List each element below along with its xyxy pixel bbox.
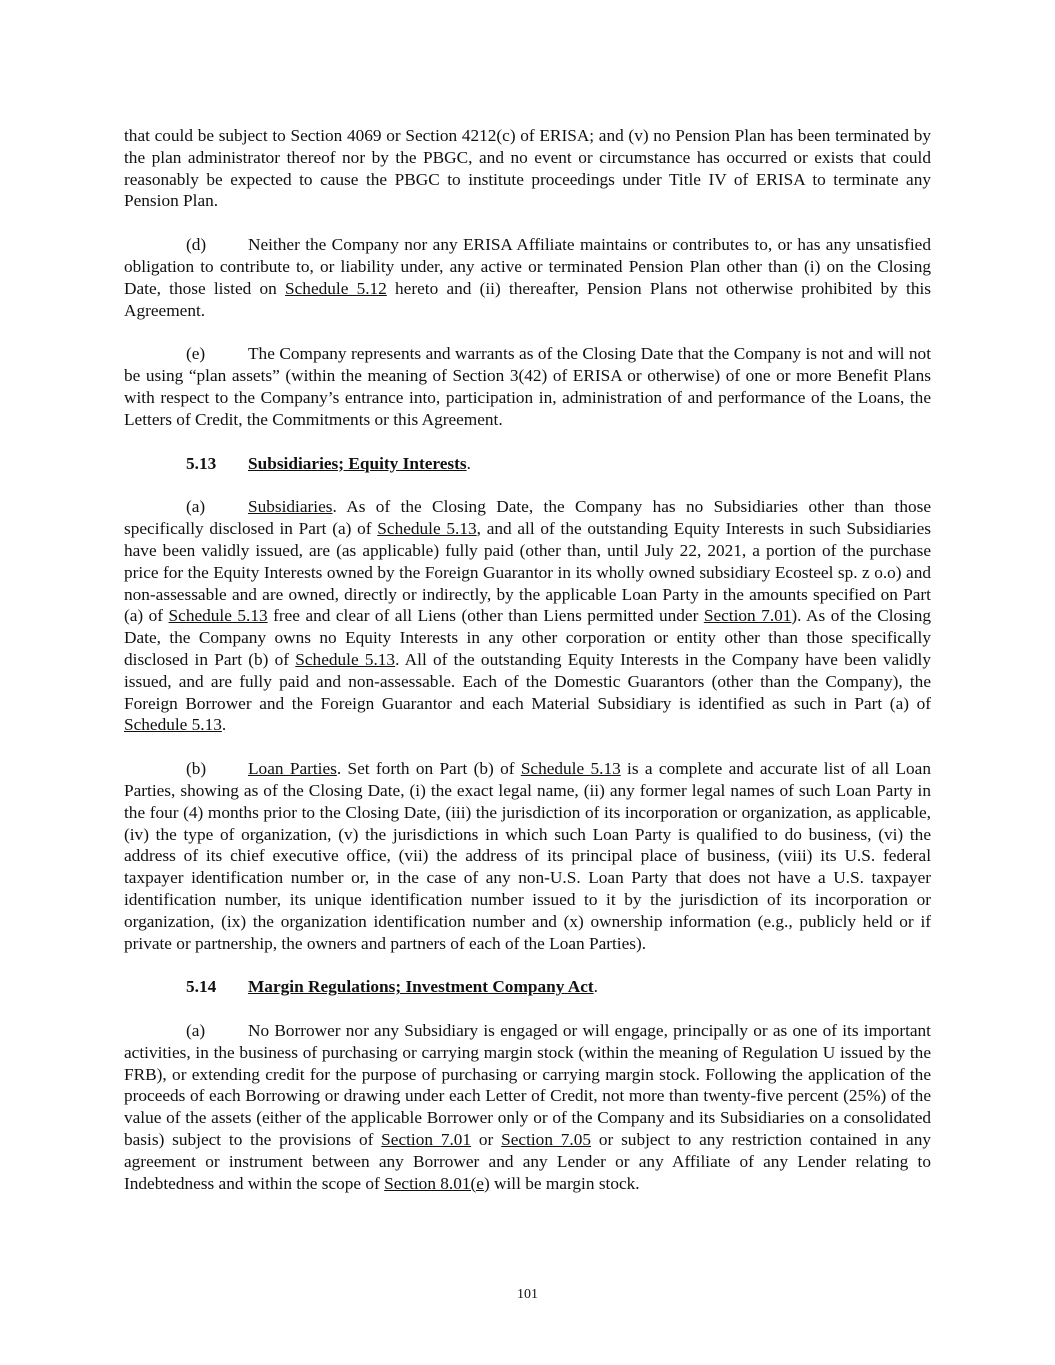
paragraph-label: (a) (186, 497, 206, 517)
paragraph-e: (e) The Company represents and warrants as of the Closing Date that the Company is not and will not be using “plan assets” (within the meaning of Section 3(42) of ERISA or otherwise) of one or more Benefit Plans with respect to the Company’s entrance into, participation in, administration of and performance of the Loans, the Letters of Credit, the Commitments or this Agreement. (124, 344, 931, 429)
section-ref: Section 7.01 (703, 606, 792, 626)
schedule-ref: Schedule 5.13 (168, 606, 268, 626)
section-ref: Section 7.01 (381, 1130, 472, 1150)
page-number: 101 (517, 1287, 538, 1302)
paragraph-label: (e) (186, 344, 206, 364)
schedule-5-12-ref: Schedule 5.12 (285, 278, 387, 298)
section-5-14-heading: 5.14 Margin Regulations; Investment Company Act. (186, 977, 598, 997)
paragraph-caption: Subsidiaries (248, 497, 333, 517)
paragraph-5-14-a: (a) No Borrower nor any Subsidiary is engaged or will engage, principally or as one of its important activities, in the business of purchasing or carrying margin stock (within the meaning of Regulation U issued by the FRB), or extending credit for the purpose of purchasing or carrying margin stock. Following the application of the proceeds of each Borrowing or drawing under each Letter of Credit, not more than twenty-five percent (25%) of the value of the assets (either of the applicable Borrower only or of the Company and its Subsidiaries on a consolidated basis) subject to the provisions of Section 7.01 or Section 7.05 or subject to any restriction contained in any agreement or instrument between any Borrower and any Lender or any Affiliate of any Lender relating to Indebtedness and within the scope of Section 8.01(e) will be margin stock. (124, 1021, 931, 1193)
schedule-ref: Schedule 5.13 (124, 715, 222, 735)
paragraph-d: (d) Neither the Company nor any ERISA Affiliate maintains or contributes to, or has any unsatisfied obligation to contribute to, or liability under, any active or terminated Pension Plan other than (i) on the Closing Date, those listed on Schedule 5.12 hereto and (ii) thereafter, Pension Plans not otherwise prohibited by this Agreement. (124, 235, 931, 320)
section-number: 5.13 (186, 453, 217, 473)
section-ref: Section 7.05 (501, 1130, 592, 1150)
paragraph-5-13-a: (a) Subsidiaries. As of the Closing Date, the Company has no Subsidiaries other than those specifically disclosed in Part (a) of Schedule 5.13, and all of the outstanding Equity Interests in such Subsidiaries have been validly issued, are (as applicable) fully paid (other than, until July 22, 2021, a portion of the purchase price for the Equity Interests owned by the Foreign Guarantor in its wholly owned subsidiary Ecosteel sp. z o.o) and non-assessable and are owned, directly or indirectly, by the applicable Loan Party in the amounts specified on Part (a) of Schedule 5.13 free and clear of all Liens (other than Liens permitted under Section 7.01). As of the Closing Date, the Company owns no Equity Interests in any other corporation or entity other than those specifically disclosed in Part (b) of Schedule 5.13. All of the outstanding Equity Interests in the Company have been validly issued, and are fully paid and non-assessable. Each of the Domestic Guarantors (other than the Company), the Foreign Borrower and the Foreign Guarantor and each Material Subsidiary is identified as such in Part (a) of Schedule 5.13. (124, 497, 931, 735)
paragraph-label: (a) (186, 1021, 206, 1041)
section-title: Subsidiaries; Equity Interests (248, 453, 467, 473)
paragraph-5-13-b: (b) Loan Parties. Set forth on Part (b) of Schedule 5.13 is a complete and accurate list of all Loan Parties, showing as of the Closing Date, (i) the exact legal name, (ii) any former legal names of such Loan Party in the four (4) months prior to the Closing Date, (iii) the jurisdiction of its incorporation or organization, as applicable, (iv) the type of organization, (v) the jurisdictions in which such Loan Party is qualified to do business, (vi) the address of its chief executive office, (vii) the address of its principal place of business, (viii) its U.S. federal taxpayer identification number or, in the case of any non-U.S. Loan Party that does not have a U.S. taxpayer identification number, its unique identification number issued to it by the jurisdiction of its incorporation or organization, (ix) the organization identification number and (x) ownership information (e.g., publicly held or if private or partnership, the owners and partners of each of the Loan Parties). (124, 759, 931, 953)
schedule-ref: Schedule 5.13 (295, 649, 396, 669)
schedule-ref: Schedule 5.13 (377, 519, 477, 539)
paragraph-continuation: that could be subject to Section 4069 or Section 4212(c) of ERISA; and (v) no Pension Plan has been terminated by the plan administrator thereof nor by the PBGC, and no event or circumstance has occurred or exists that could reasonably be expected to cause the PBGC to institute proceedings under Title IV of ERISA to terminate any Pension Plan. (124, 126, 931, 211)
document-page (124, 125, 931, 1216)
schedule-ref: Schedule 5.13 (520, 759, 621, 779)
paragraph-label: (d) (186, 235, 207, 255)
section-number: 5.14 (186, 977, 217, 997)
paragraph-caption: Loan Parties (248, 759, 337, 779)
section-5-13-heading: 5.13 Subsidiaries; Equity Interests. (186, 453, 471, 473)
section-title: Margin Regulations; Investment Company Act (248, 977, 594, 997)
section-ref: Section 8.01(e) (384, 1173, 490, 1193)
paragraph-label: (b) (186, 759, 207, 779)
